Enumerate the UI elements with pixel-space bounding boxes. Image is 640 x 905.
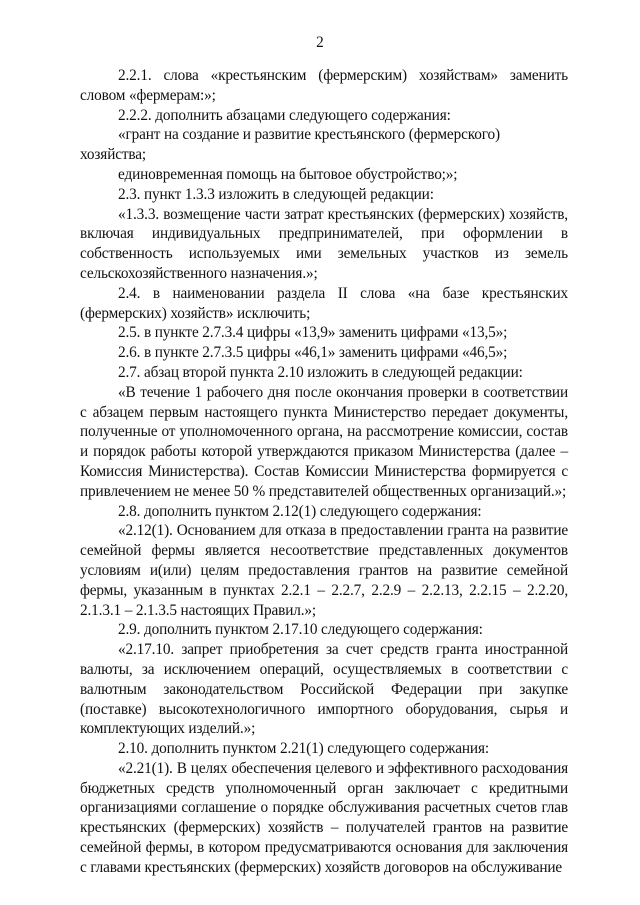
paragraph: 2.2.1. слова «крестьянским (фермерским) хозяйствам» заменить словом «фермерам:»; <box>80 67 568 104</box>
paragraph: 2.5. в пункте 2.7.3.4 цифры «13,9» заменить цифрами «13,5»; <box>118 324 508 342</box>
paragraph: 2.9. дополнить пунктом 2.17.10 следующего содержания: <box>118 621 483 639</box>
paragraph: 2.2.2. дополнить абзацами следующего содержания: <box>118 106 451 124</box>
paragraph: 2.3. пункт 1.3.3 изложить в следующей редакции: <box>118 185 434 203</box>
paragraph: 2.10. дополнить пунктом 2.21(1) следующего содержания: <box>118 740 489 758</box>
paragraph: «1.3.3. возмещение части затрат крестьянских (фермерских) хозяйств, включая индивидуальных предпринимателей, при оформлении в собственность используемых ими земельных участков из земель сельскохозяйственного назначения.»; <box>80 205 568 282</box>
paragraph: «2.12(1). Основанием для отказа в предоставлении гранта на развитие семейной фермы является несоответствие представленных документов условиям и(или) целям предоставления грантов на развитие семейной фермы, указанным в пунктах 2.2.1 – 2.2.7, 2.2.9 – 2.2.13, 2.2.15 – 2.2.20, 2.1.3.1 – 2.1.3.5 настоящих Правил.»; <box>80 522 568 619</box>
paragraph: 2.8. дополнить пунктом 2.12(1) следующего содержания: <box>118 502 482 520</box>
paragraph: единовременная помощь на бытовое обустройство;»; <box>118 165 458 183</box>
paragraph: «В течение 1 рабочего дня после окончания проверки в соответствии с абзацем первым настоящего пункта Министерство передает документы, полученные от уполномоченного органа, на рассмотрение комиссии, состав и порядок работы которой утверждаются приказом Министерства (далее – Комиссия Министерства). Состав Комиссии Министерства формируется с привлечением не менее 50 % представителей общественных организаций.»; <box>80 383 568 500</box>
paragraph: 2.6. в пункте 2.7.3.5 цифры «46,1» заменить цифрами «46,5»; <box>118 344 508 362</box>
paragraph: «2.21(1). В целях обеспечения целевого и эффективного расходования бюджетных средств уполномоченный орган заключает с кредитными организациями соглашение о порядке обслуживания расчетных счетов глав крестьянских (фермерских) хозяйств – получателей грантов на развитие семейной фермы, в котором предусматриваются основания для заключения с главами крестьянских (фермерских) хозяйств договоров на обслуживание <box>80 759 568 876</box>
paragraph: 2.4. в наименовании раздела II слова «на базе крестьянских (фермерских) хозяйств» исключить; <box>80 284 568 322</box>
paragraph: 2.7. абзац второй пункта 2.10 изложить в следующей редакции: <box>118 363 523 381</box>
paragraph: «2.17.10. запрет приобретения за счет средств гранта иностранной валюты, за исключением операций, осуществляемых в соответствии с валютным законодательством Российской Федерации при закупке (поставке) высокотехнологичного импортного оборудования, сырья и комплектующих изделий.»; <box>80 641 568 738</box>
page-number: 2 <box>316 34 324 51</box>
paragraph: «грант на создание и развитие крестьянского (фермерского) хозяйства; <box>80 126 500 164</box>
document-body <box>80 66 568 878</box>
